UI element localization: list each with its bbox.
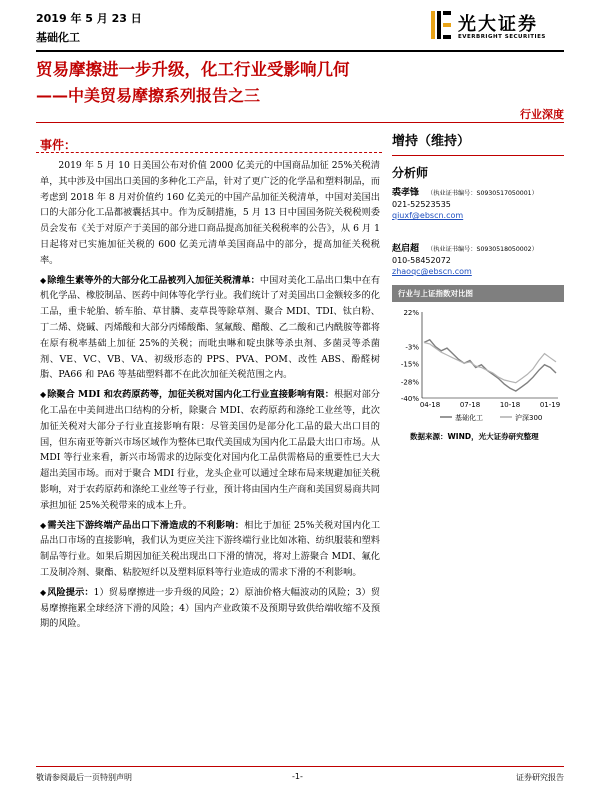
analysts-heading: 分析师 <box>392 166 429 180</box>
x-tick-label: 04-18 <box>419 401 441 409</box>
company-logo <box>428 8 568 48</box>
sector-label: 基础化工 <box>36 31 80 44</box>
sidebar <box>392 130 564 277</box>
risk-lead: 风险提示： <box>47 586 94 598</box>
series-line-2 <box>424 343 556 383</box>
analyst-card <box>392 187 564 221</box>
legend-label: 沪深300 <box>515 414 543 422</box>
report-date: 2019 年 5 月 23 日 <box>36 12 142 25</box>
point-body-3: 相比于加征 25%关税对国内化工品出口市场的直接影响，我们认为更应关注下游终端行业比如冰箱、纺织服装和塑料制品等行业。如果后期因加征关税出现出口下滑的情况，将对上游聚合 MDI、氟化工及制冷剂、聚酯、粘胶短纤以及塑料原料等行业造成的需求下滑的不利影响。 <box>40 519 381 578</box>
rating-label: 增持（维持） <box>392 134 471 149</box>
bullet-icon: ◆ <box>40 520 47 530</box>
rating-divider <box>392 155 564 156</box>
point-lead-1: 除维生素等外的大部分化工品被列入加征关税清单： <box>47 274 260 286</box>
chart-plot <box>392 302 564 426</box>
logo-text-cn: 光大证券 <box>458 14 538 35</box>
footer-report-label: 证券研究报告 <box>516 773 564 782</box>
analyst-name: 赵启超 <box>392 244 420 254</box>
point-lead-2: 除聚合 MDI 和农药原药等，加征关税对国内化工行业直接影响有限： <box>47 389 334 401</box>
main-body <box>40 158 380 636</box>
analyst-email-link[interactable]: zhaoqc@ebscn.com <box>392 267 472 276</box>
legend-label: 基础化工 <box>455 414 483 422</box>
analyst-phone: 021-52523535 <box>392 200 451 209</box>
risk-paragraph <box>40 585 380 632</box>
logo-mark-icon <box>428 8 454 42</box>
point-paragraph-3 <box>40 518 380 581</box>
risk-body: 1）贸易摩擦进一步升级的风险；2）原油价格大幅波动的风险；3）贸易摩擦拖累全球经济下滑的风险；4）国内产业政策不及预期导致供给端收缩不及预期的风险。 <box>40 586 381 630</box>
y-tick-label: -28% <box>400 378 419 387</box>
point-body-2: 根据对部分化工品在中美间进出口结构的分析，除聚合 MDI、农药原药和涤纶工业丝等，此次加征关税对大部分子行业直接影响有限：尽管美国仍是部分化工品的最大出口目的国，但东南亚等新兴市场区域作为整体已取代美国成为国内化工品最大出口市场。从 MDI 等行业来看，新兴市场需求的边际变化对国内化工品供需格局的重要性已大大超出美国市场。而对于聚合 MDI 行业，龙头企业可以通过全球布局来规避加征关税影响，对于农药原药和涤纶工业丝等子行业，预计将由国内生产商和美国贸易商共同承担加征 25%关税带来的成本上升。 <box>40 389 380 511</box>
comparison-chart <box>392 285 564 425</box>
footer-divider <box>36 766 564 767</box>
series-line-1 <box>424 340 556 391</box>
y-tick-label: -3% <box>405 343 419 352</box>
y-tick-label: -15% <box>400 360 419 369</box>
events-heading: 事件： <box>40 138 77 152</box>
events-divider <box>36 152 382 153</box>
analyst-name: 裘孝锋 <box>392 188 420 198</box>
analyst-phone: 010-58452072 <box>392 256 451 265</box>
header-divider <box>36 50 564 52</box>
y-tick-label: -40% <box>400 395 419 403</box>
footer-disclaimer: 敬请参阅最后一页特别声明 <box>36 773 132 782</box>
chart-source: 数据来源：WIND，光大证券研究整理 <box>410 432 539 441</box>
logo-text-en: EVERBRIGHT SECURITIES <box>458 34 546 40</box>
bullet-icon: ◆ <box>40 390 47 400</box>
x-tick-label: 07-18 <box>459 401 481 409</box>
point-lead-3: 需关注下游终端产品出口下滑造成的不利影响： <box>47 519 245 531</box>
event-paragraph: 2019 年 5 月 10 日美国公布对价值 2000 亿美元的中国商品加征 25%关税清单，其中涉及中国出口美国的多种化工产品，针对了更广泛的化学品和塑料制品，而考虑到 2018 年 8 月对价值约 160 亿美元的中国产品加征关税清单，中国对美国出口的大部分化工品都被囊括其中。作为反制措施，5 月 13 日中国国务院关税税则委员会发布《关于对原产于美国的部分进口商品提高加征关税税率的公告》，从 6 月 1 日起将对已实施加征关税的 600 亿美元清单美国商品中的部分，提高加征关税税率。 <box>40 160 380 266</box>
title-divider <box>36 122 564 123</box>
bullet-icon: ◆ <box>40 275 47 285</box>
y-tick-label: 22% <box>403 309 419 317</box>
bullet-icon: ◆ <box>40 587 47 597</box>
x-tick-label: 01-19 <box>539 401 561 409</box>
analyst-card <box>392 243 564 277</box>
point-paragraph-1 <box>40 273 380 384</box>
page-number: -1- <box>292 772 303 781</box>
point-paragraph-2 <box>40 387 380 513</box>
report-type-label: 行业深度 <box>520 108 564 121</box>
chart-title: 行业与上证指数对比图 <box>392 285 564 302</box>
point-body-1: 中国对美化工品出口集中在有机化学品、橡胶制品、医药中间体等化学行业。我们统计了对美国出口金额较多的化工品，重卡轮胎、轿车胎、草甘膦、麦草畏等除草剂、聚合 MDI、TDI、钛白粉、丁二烯、烧碱、丙烯酸和大部分丙烯酸酯、氢氟酸、醋酸、乙二酸和己内酰胺等都将在原有税率基础上加征 25%的关税；而吡虫啉和啶虫脒等杀虫剂、多菌灵等杀菌剂、VE、VC、VB、VA、初级形态的 PPS、PVA、POM、改性 ABS、酚醛树脂、PA66 和 PA6 等基础塑料都不在此次加征关税范围之内。 <box>40 274 381 381</box>
analyst-cert: （执业证书编号：S0930517050001） <box>427 190 538 197</box>
analyst-cert: （执业证书编号：S0930518050002） <box>427 246 538 253</box>
report-subtitle: ——中美贸易摩擦系列报告之三 <box>36 86 261 105</box>
report-title: 贸易摩擦进一步升级，化工行业受影响几何 <box>36 60 350 79</box>
x-tick-label: 10-18 <box>499 401 521 409</box>
analyst-email-link[interactable]: qiuxf@ebscn.com <box>392 211 464 220</box>
